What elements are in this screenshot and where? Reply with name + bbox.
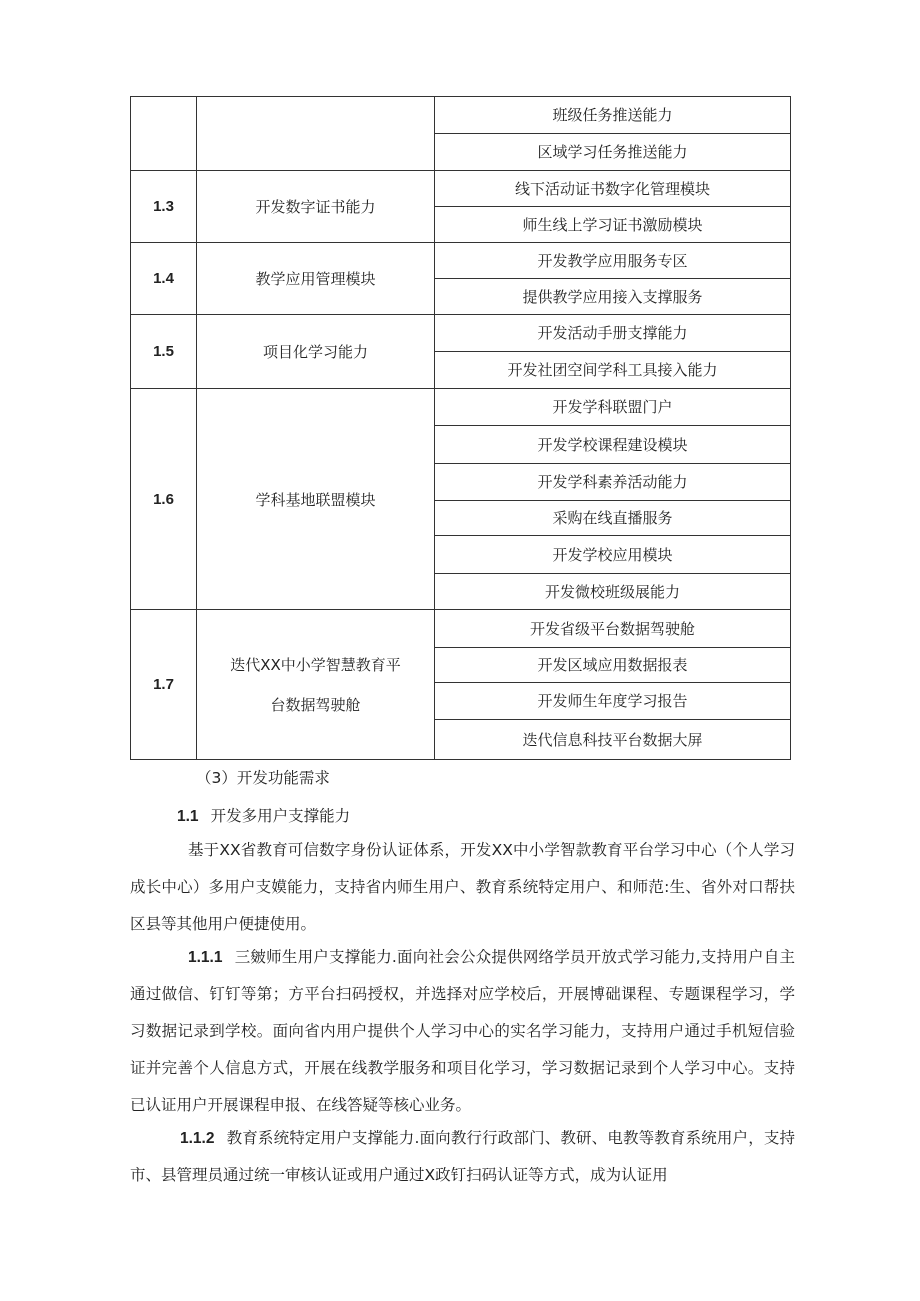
table-cell-item: 区域学习任务推送能力 <box>435 134 791 171</box>
table-row <box>131 389 791 426</box>
row-name-cell <box>197 97 435 171</box>
row-number-cell: 1.7 <box>131 610 197 760</box>
section-heading <box>196 766 330 788</box>
paragraph-intro: 基于XX省教育可信数字身份认证体系，开发XX中小学智款教育平台学习中心（个人学习成长中心）多用户支嫫能力，支持省内师生用户、教育系统特定用户、和师范:生、省外对口帮扶区县等其他用户便捷使用。 <box>130 841 795 933</box>
table-cell-item: 班级任务推送能力 <box>435 97 791 134</box>
paragraph-text: 教育系统特定用户支撑能力.面向教行行政部门、教研、电教等教育系统用户，支持市、县管理员通过统一审核认证或用户通过X政钉扫码认证等方式，成为认证用 <box>130 1129 795 1184</box>
table-cell-item: 开发区域应用数据报表 <box>435 648 791 683</box>
row-number-cell: 1.6 <box>131 389 197 610</box>
table-cell-item: 提供教学应用接入支撑服务 <box>435 279 791 315</box>
table-cell-item: 开发省级平台数据驾驶舱 <box>435 610 791 648</box>
row-name-cell: 学科基地联盟模块 <box>197 389 435 610</box>
table-row <box>131 97 791 134</box>
table-cell-item: 师生线上学习证书激励模块 <box>435 207 791 243</box>
row-name-cell: 项目化学习能力 <box>197 315 435 389</box>
requirements-table <box>130 96 791 760</box>
table-row <box>131 171 791 207</box>
table-cell-item: 开发教学应用服务专区 <box>435 243 791 279</box>
table-cell-item: 开发活动手册支撑能力 <box>435 315 791 352</box>
row-name-cell <box>197 610 435 760</box>
table-cell-item: 开发学科联盟门户 <box>435 389 791 426</box>
subsection-heading <box>177 804 350 826</box>
table-cell-item: 开发学校应用模块 <box>435 536 791 574</box>
paragraph-1-1-2 <box>130 1120 795 1194</box>
table-cell-item: 开发微校班级展能力 <box>435 574 791 610</box>
row-name-line: 迭代XX中小学智慧教育平 <box>230 655 401 674</box>
subsection-title: 开发多用户支撑能力 <box>210 807 351 825</box>
row-number-cell: 1.4 <box>131 243 197 315</box>
table-cell-item: 开发学校课程建设模块 <box>435 426 791 464</box>
section-title: 开发功能需求 <box>236 769 330 787</box>
table-row <box>131 243 791 279</box>
table-cell-item: 迭代信息科技平台数据大屏 <box>435 720 791 760</box>
paragraph-1-1-1 <box>130 939 795 1124</box>
row-name-cell: 教学应用管理模块 <box>197 243 435 315</box>
row-number-cell <box>131 97 197 171</box>
table-cell-item: 采购在线直播服务 <box>435 501 791 536</box>
section-marker: （3） <box>196 769 237 787</box>
table-cell-item: 开发学科素养活动能力 <box>435 464 791 501</box>
table-row <box>131 315 791 352</box>
table-cell-item: 线下活动证书数字化管理模块 <box>435 171 791 207</box>
table-row <box>131 610 791 648</box>
paragraph-text: 三皴师生用户支撑能力.面向社会公众提供网络学员开放式学习能力,支持用户自主通过做信、钉钉等第；方平台扫码授权，并选择对应学校后，开展博础课程、专题课程学习，学习数据记录到学校。面向省内用户提供个人学习中心的实名学习能力，支持用户通过手机短信验证并完善个人信息方式，开展在线教学服务和项目化学习，学习数据记录到个人学习中心。支持已认证用户开展课程申报、在线答疑等核心业务。 <box>130 948 795 1114</box>
row-number-cell: 1.3 <box>131 171 197 243</box>
paragraph-number: 1.1.2 <box>180 1130 215 1147</box>
table-cell-item: 开发师生年度学习报告 <box>435 683 791 720</box>
row-name-line: 台数据驾驶舱 <box>270 695 361 714</box>
table-cell-item: 开发社团空间学科工具接入能力 <box>435 352 791 389</box>
row-name-cell: 开发数字证书能力 <box>197 171 435 243</box>
paragraph-number: 1.1.1 <box>188 949 223 966</box>
subsection-number: 1.1 <box>177 808 199 825</box>
row-number-cell: 1.5 <box>131 315 197 389</box>
